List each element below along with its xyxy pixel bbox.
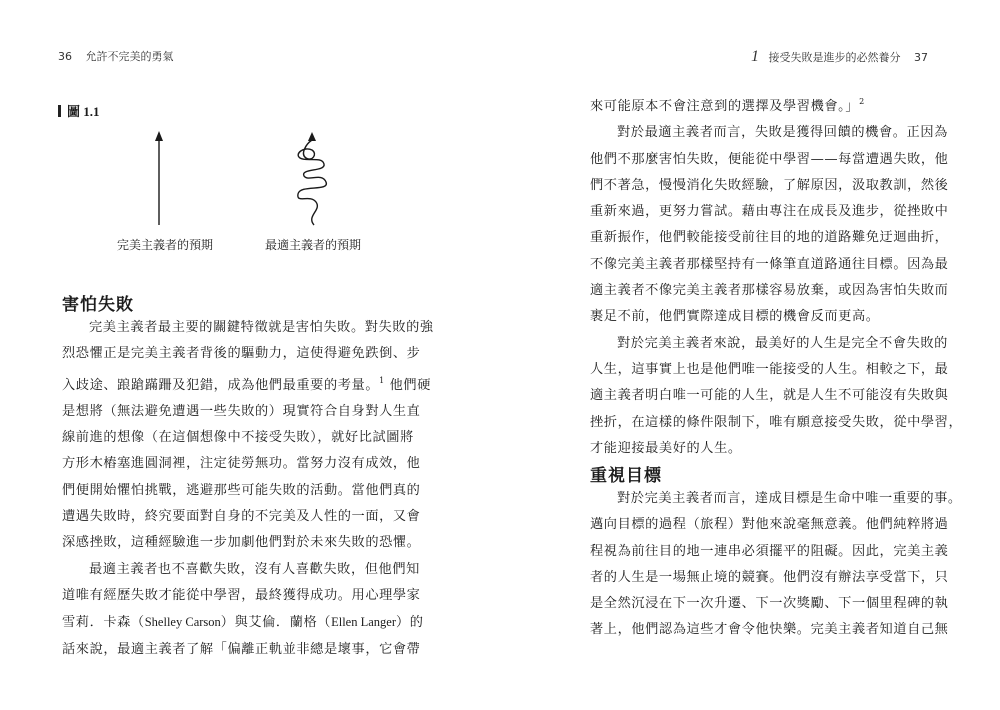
text-line: 對於完美主義者來說，最美好的人生是完全不會失敗的 <box>617 335 948 351</box>
chapter-title: 接受失敗是進步的必然養分 <box>768 51 901 64</box>
text-line: 重新振作，他們較能接受前往目的地的道路難免迂迴曲折， <box>590 230 949 246</box>
book-title: 允許不完美的勇氣 <box>85 50 174 63</box>
right-running-head <box>751 48 928 66</box>
right-page-number: 37 <box>914 51 928 64</box>
text-line: 適主義者明白唯一可能的人生，就是人生不可能沒有失敗與 <box>590 388 949 404</box>
text-line: 雪莉．卡森（Shelley Carson）與艾倫．蘭格（Ellen Langer）的 <box>62 615 424 631</box>
figure-label: 圖 1.1 <box>58 101 100 120</box>
text-line: 最適主義者也不喜歡失敗，沒有人喜歡失敗，但他們知 <box>89 561 420 577</box>
left-body-text <box>62 315 434 663</box>
text-line: 程視為前往目的地一連串必須擺平的阻礙。因此，完美主義 <box>590 543 949 559</box>
text-line: 遭遇失敗時，終究要面對自身的不完美及人性的一面，又會 <box>62 509 421 525</box>
winding-arrow-icon <box>298 132 327 225</box>
text-line: 才能迎接最美好的人生。 <box>590 440 742 456</box>
figure-caption-optimalist: 最適主義者的預期 <box>265 238 362 252</box>
right-page <box>500 0 1000 710</box>
text-line: 著上，他們認為這些才會令他快樂。完美主義者知道自己無 <box>590 622 949 638</box>
text-line: 適主義者不像完美主義者那樣容易放棄，或因為害怕失敗而 <box>590 283 949 299</box>
text-line: 邁向目標的過程（旅程）對他來說毫無意義。他們純粹將過 <box>590 517 949 533</box>
figure-caption-perfectionist: 完美主義者的預期 <box>117 238 214 252</box>
text-line: 烈恐懼正是完美主義者背後的驅動力，這使得避免跌倒、步 <box>62 346 421 362</box>
straight-arrow-icon <box>155 131 163 225</box>
footnote-marker: 1 <box>379 375 385 385</box>
text-line: 對於完美主義者而言，達成目標是生命中唯一重要的事。 <box>617 491 962 506</box>
text-line: 挫折，在這樣的條件限制下，唯有願意接受失敗，從中學習， <box>590 414 963 430</box>
text-line: 裹足不前，他們實際達成目標的機會反而更高。 <box>590 309 880 325</box>
text-line: 們便開始懼怕挑戰，逃避那些可能失敗的活動。當他們真的 <box>62 482 421 498</box>
left-page-number: 36 <box>58 50 72 63</box>
text-line: 人生，這事實上也是他們唯一能接受的人生。相較之下，最 <box>590 361 949 377</box>
text-line: 話來說，最適主義者了解「偏離正軌並非總是壞事，它會帶 <box>62 641 421 657</box>
text-line: 完美主義者最主要的關鍵特徵就是害怕失敗。對失敗的強 <box>89 320 434 335</box>
text-line: 重新來過，更努力嘗試。藉由專注在成長及進步，從挫敗中 <box>590 204 949 220</box>
text-line: 深感挫敗，這種經驗進一步加劇他們對於未來失敗的恐懼。 <box>62 535 421 551</box>
text-line: 對於最適主義者而言，失敗是獲得回饋的機會。正因為 <box>617 125 948 141</box>
right-body-text-top <box>590 89 962 462</box>
text-line: 他們不那麼害怕失敗，便能從中學習——每當遭遇失敗，他 <box>590 151 949 167</box>
footnote-marker: 2 <box>859 97 865 106</box>
figure-diagram <box>100 128 360 228</box>
section-heading-fear-of-failure: 害怕失敗 <box>62 295 134 315</box>
text-line: 們不著急，慢慢消化失敗經驗，了解原因，汲取教訓，然後 <box>590 177 949 193</box>
text-line: 是想將（無法避免遭遇一些失敗的）現實符合自身對人生直 <box>62 403 421 419</box>
text-line: 者的人生是一場無止境的競賽。他們沒有辦法享受當下，只 <box>590 569 949 585</box>
chapter-number: 1 <box>751 48 759 65</box>
text-line: 來可能原本不會注意到的選擇及學習機會。」$^2$ <box>590 97 865 114</box>
figure-label-bar <box>58 105 61 117</box>
text-line: 線前進的想像（在這個想像中不接受失敗），就好比試圖將 <box>62 430 414 446</box>
text-line: 不像完美主義者那樣堅持有一條筆直道路通往目標。因為最 <box>590 256 949 272</box>
text-line: 是全然沉浸在下一次升遷、下一次獎勵、下一個里程碑的執 <box>590 596 949 612</box>
left-running-head <box>58 48 174 64</box>
section-heading-value-goals: 重視目標 <box>590 466 662 486</box>
text-line: 方形木樁塞進圓洞裡，注定徒勞無功。當努力沒有成效，他 <box>62 456 421 472</box>
right-body-text-bottom <box>590 486 962 644</box>
text-line: 道唯有經歷失敗才能從中學習，最終獲得成功。用心理學家 <box>62 587 421 603</box>
text-line: 入歧途、踉蹌蹣跚及犯錯，成為他們最重要的考量。$^1$ 他們硬 <box>62 375 431 393</box>
